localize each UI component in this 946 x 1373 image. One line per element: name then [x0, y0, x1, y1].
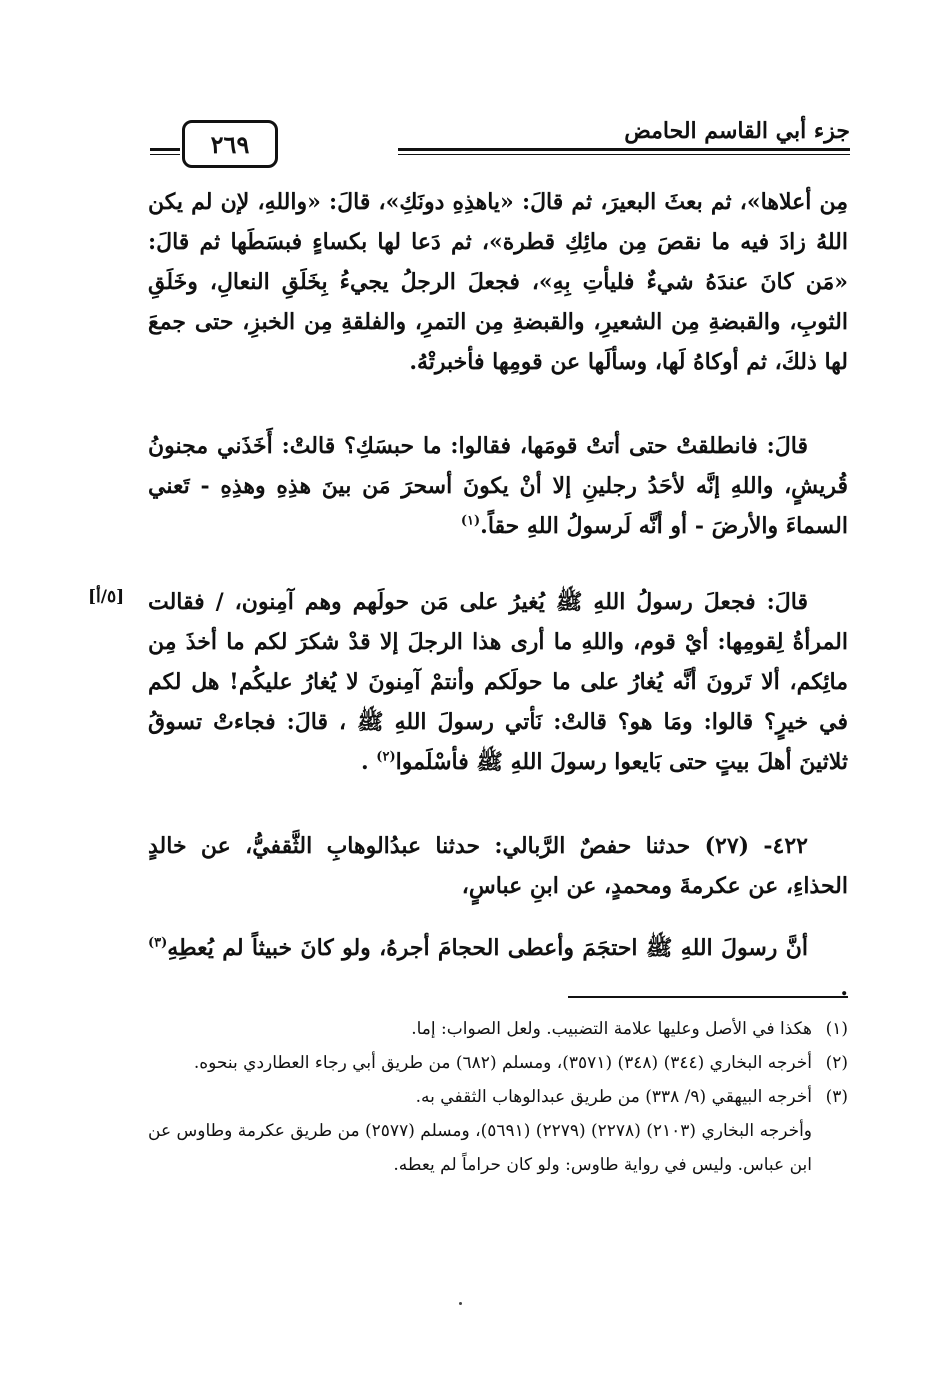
- footnote-number: (٢): [825, 1053, 848, 1073]
- main-text-2: [148, 426, 848, 546]
- paragraph-3: قالَ: فجعلَ رسولُ اللهِ ﷺ يُغيرُ على مَن حولَهم وهم آمِنون، / فقالت المرأةُ لِقومِها: أيْ قوم، واللهِ ما أرى هذا الرجلَ إلا قدْ شكرَ لكم ما أخذَ مِن مائِكم، ألا تَرونَ أنَّه يُغارُ على ما حولَكم وأنتمْ آمِنونَ لا يُغارُ عليكُم! هل لكم في خيرٍ؟ قالوا: ومَا هو؟ قالتْ: نَأتي رسولَ اللهِ ﷺ ، قالَ: فجاءتْ تسوقُ ثلاثينَ أهلَ بيتٍ حتى بَايعوا رسولَ اللهِ ﷺ فأسْلَموا$^{(٢)}$ .: [148, 589, 848, 775]
- footnote-text: أخرجه البخاري (٣٤٤) (٣٤٨) (٣٥٧١)، ومسلم (٦٨٢) من طريق أبي رجاء العطاردي بنحوه.: [193, 1053, 812, 1073]
- main-text-4: [148, 826, 848, 906]
- footnote-number: (٣): [825, 1087, 848, 1107]
- footnotes: [148, 1012, 848, 1182]
- footnote-ref-1: (١): [460, 513, 481, 529]
- main-text-3: [148, 582, 848, 782]
- footnote-3: [148, 1080, 848, 1114]
- footnote-3-continued: [148, 1114, 848, 1182]
- header-rule-thick: [398, 148, 850, 151]
- running-title: جزء أبي القاسم الحامض: [624, 118, 850, 144]
- paragraph-3-text: قالَ: فجعلَ رسولُ اللهِ ﷺ يُغيرُ على مَن حولَهم وهم آمِنون، / فقالت المرأةُ لِقومِها: أيْ قوم، واللهِ ما أرى هذا الرجلَ إلا قدْ شكرَ لكم ما أخذَ مِن مائِكم، ألا تَرونَ أنَّه يُغارُ على ما حولَكم وأنتمْ آمِنونَ لا يُغارُ عليكُم! هل لكم في خيرٍ؟ قالوا: ومَا هو؟ قالتْ: نَأتي رسولَ اللهِ ﷺ ، قالَ: فجاءتْ تسوقُ ثلاثينَ أهلَ بيتٍ حتى بَايعوا رسولَ اللهِ ﷺ فأسْلَموا: [148, 589, 848, 775]
- paragraph-2-text: قالَ: فانطلقتْ حتى أتتْ قومَها، فقالوا: ما حبسَكِ؟ قالتْ: أَخَذَني مجنونُ قُريشٍ، واللهِ إنَّه لأحَدُ رجلينِ إلا أنْ يكونَ أسحرَ مَن بينَ هذِهِ وهذِهِ - تَعني السماءَ والأرضَ - أو أنَّه لَرسولُ اللهِ حقاً.: [148, 433, 848, 539]
- footnote-2: [148, 1046, 848, 1080]
- main-text: [148, 182, 848, 382]
- hadith-422-matn: أنَّ رسولَ اللهِ ﷺ احتجَمَ وأعطى الحجامَ أجرهُ، ولو كانَ خبيثاً لم يُعطِهِ$^{(٣)}$ .: [148, 935, 848, 1001]
- footnote-ref-3: (٣): [148, 935, 168, 951]
- footnote-text: وأخرجه البخاري (٢١٠٣) (٢٢٧٨) (٢٢٧٩) (٥٦٩١)، ومسلم (٢٥٧٧) من طريق عكرمة وطاوس عن ابن عباس. وليس في رواية طاوس: ولو كان حراماً لم يعطه.: [148, 1121, 813, 1175]
- header-rule-left-thin: [150, 154, 180, 155]
- page-header: [148, 118, 850, 168]
- footnote-number: (١): [825, 1019, 848, 1039]
- hadith-422-isnad: ٤٢٢- (٢٧) حدثنا حفصٌ الرَّبالي: حدثنا عبدُالوهابِ الثَّقفيُّ، عن خالدٍ الحذاءِ، عن عكرمةَ ومحمدٍ، عن ابنِ عباسٍ،: [148, 833, 848, 899]
- footnote-text: هكذا في الأصل وعليها علامة التضبيب. ولعل الصواب: إما.: [411, 1019, 812, 1039]
- footnote-ref-2: (٢): [376, 749, 396, 765]
- header-rule-thin: [398, 154, 850, 155]
- footnote-1: [148, 1012, 848, 1046]
- manuscript-folio-marker: [٥/أ]: [88, 587, 125, 607]
- hadith-422-matn-text: أنَّ رسولَ اللهِ ﷺ احتجَمَ وأعطى الحجامَ أجرهُ، ولو كانَ خبيثاً لم يُعطِهِ: [167, 935, 808, 961]
- page-number: ٢٦٩: [182, 120, 278, 168]
- print-speck: [459, 1302, 462, 1305]
- footnote-separator: [568, 996, 848, 998]
- header-rule-left-thick: [150, 148, 180, 151]
- paragraph-2: [148, 426, 848, 546]
- paragraph-1: مِن أعلاها»، ثم بعثَ البعيرَ، ثم قالَ: «ياهذِهِ دونَكِ»، قالَ: «واللهِ، لإن لم يكن اللهُ زادَ فيه ما نقصَ مِن مائِكِ قطرة»، ثم دَعا لها بكساءٍ فبسَطَها ثم قالَ: «مَن كانَ عندَهُ شيءٌ فليأتِ بِهِ»، فجعلَ الرجلُ يجيءُ بِخَلَقِ النعالِ، وخَلَقِ الثوبِ، والقبضةِ مِن الشعيرِ، والقبضةِ مِن التمرِ، والفلقةِ مِن الخبزِ، حتى جمعَ لها ذلكَ، ثم أوكاهُ لَها، وسألَها عن قومِها فأخبرتْهُ.: [148, 189, 848, 375]
- footnote-text: أخرجه البيهقي (٩/ ٣٣٨) من طريق عبدالوهاب الثقفي به.: [415, 1087, 812, 1107]
